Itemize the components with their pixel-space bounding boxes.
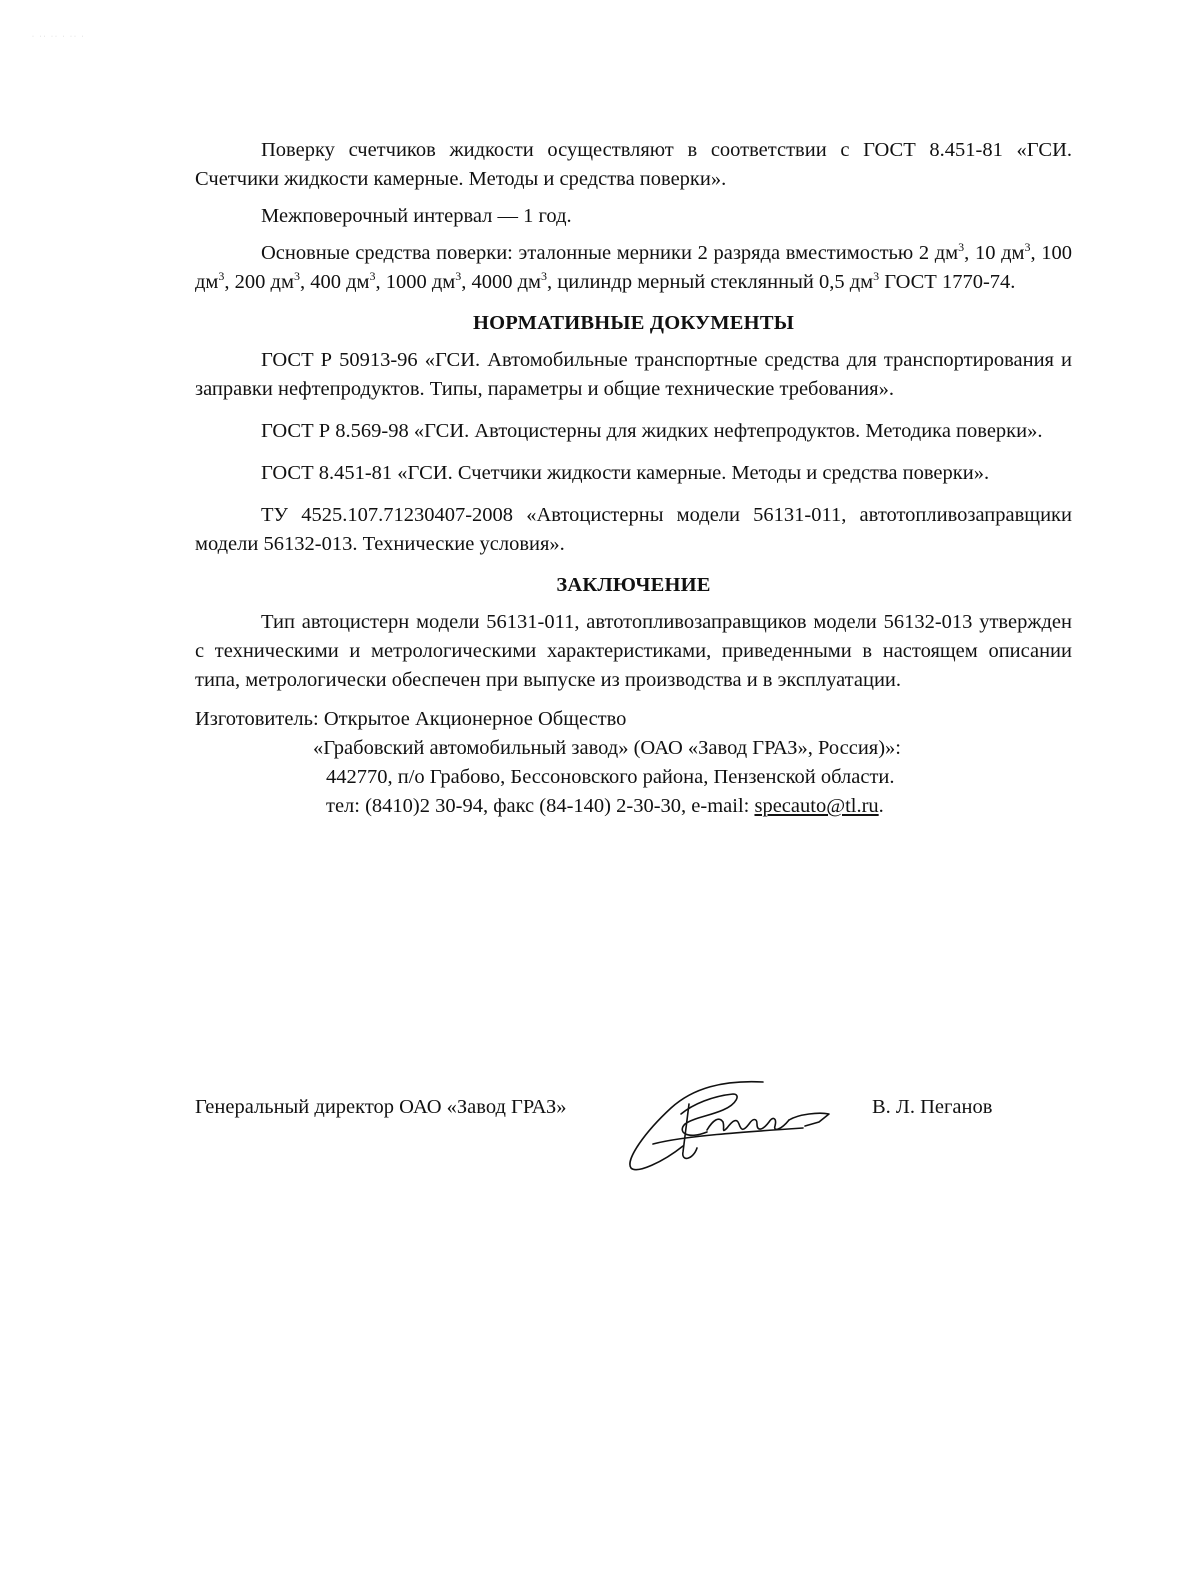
cylinder-text: цилиндр мерный стеклянный 0,5 дм bbox=[557, 271, 874, 293]
volume-item: 100 $дм^3$, bbox=[195, 242, 1073, 293]
volume-item: 1000 $дм^3$, bbox=[385, 269, 472, 293]
manufacturer-name: «Грабовский автомобильный завод» (ОАО «Завод ГРАЗ», Россия)»: bbox=[313, 737, 901, 759]
normative-item: ТУ 4525.107.71230407-2008 «Автоцистерны модели 56131-011, автотопливозаправщики модели 56132-013. Технические условия». bbox=[195, 504, 1072, 555]
signature-icon bbox=[623, 1074, 843, 1174]
conclusion-paragraph: Тип автоцистерн модели 56131-011, автотопливозаправщиков модели 56132-013 утвержден с техническими и метрологическими характеристиками, приведенными в настоящем описании типа, метрологически обеспечен при выпуске из производства и в эксплуатации. bbox=[195, 611, 1072, 691]
email-link[interactable]: specauto@tl.ru bbox=[754, 795, 879, 817]
volume-item: 10 $дм^3$, bbox=[974, 240, 1042, 264]
section-heading-normative: НОРМАТИВНЫЕ ДОКУМЕНТЫ bbox=[472, 312, 795, 334]
volume-item: 4000 $дм^3$, bbox=[471, 269, 558, 293]
verification-means-paragraph: Основные средства поверки: эталонные мерники 2 разряда вместимостью 2 $дм^3$, 10 $дм^3$, 100 $дм^3$, 200 $дм^3$, 400 $дм^3$, 1000 $дм^3$, 4000 $дм^3$, цилиндр мерный стеклянный 0,5 $дм^3$ ГОСТ 1770-74. bbox=[195, 240, 1073, 293]
manufacturer-address: 442770, п/о Грабово, Бессоновского района, Пензенской области. bbox=[326, 766, 895, 788]
interval-paragraph: Межповерочный интервал — 1 год. bbox=[261, 205, 572, 227]
normative-item: ГОСТ Р 8.569-98 «ГСИ. Автоцистерны для жидких нефтепродуктов. Методика поверки». bbox=[261, 420, 1043, 442]
normative-item: ГОСТ Р 50913-96 «ГСИ. Автомобильные транспортные средства для транспортирования и заправки нефтепродуктов. Типы, параметры и общие технические требования». bbox=[195, 349, 1072, 400]
normative-item: ГОСТ 8.451-81 «ГСИ. Счетчики жидкости камерные. Методы и средства поверки». bbox=[261, 462, 990, 484]
section-heading-conclusion: ЗАКЛЮЧЕНИЕ bbox=[556, 574, 711, 596]
volume-item: 400 $дм^3$, bbox=[310, 269, 386, 293]
scan-artifact: · ·· ·· · ·· · bbox=[32, 34, 86, 40]
signatory-name: В. Л. Пеганов bbox=[872, 1096, 993, 1118]
document-page bbox=[195, 136, 1072, 821]
volume-item: 200 $дм^3$, bbox=[234, 269, 311, 293]
cylinder-gost: ГОСТ 1770-74. bbox=[879, 271, 1016, 293]
manufacturer-block bbox=[195, 705, 1072, 821]
volume-item: 2 $дм^3$, bbox=[918, 240, 975, 264]
manufacturer-contacts: тел: (8410)2 30-94, факс (84-140) 2-30-30, e-mail: specauto@tl.ru. bbox=[326, 795, 884, 817]
signatory-title: Генеральный директор ОАО «Завод ГРАЗ» bbox=[195, 1096, 567, 1118]
verification-paragraph: Поверку счетчиков жидкости осуществляют в соответствии с ГОСТ 8.451-81 «ГСИ. Счетчики жидкости камерные. Методы и средства поверки». bbox=[195, 139, 1072, 190]
signature-block bbox=[195, 1070, 1015, 1180]
means-intro: Основные средства поверки: эталонные мерники 2 разряда вместимостью bbox=[261, 242, 919, 264]
manufacturer-line: Изготовитель: Открытое Акционерное Общество bbox=[195, 708, 627, 730]
